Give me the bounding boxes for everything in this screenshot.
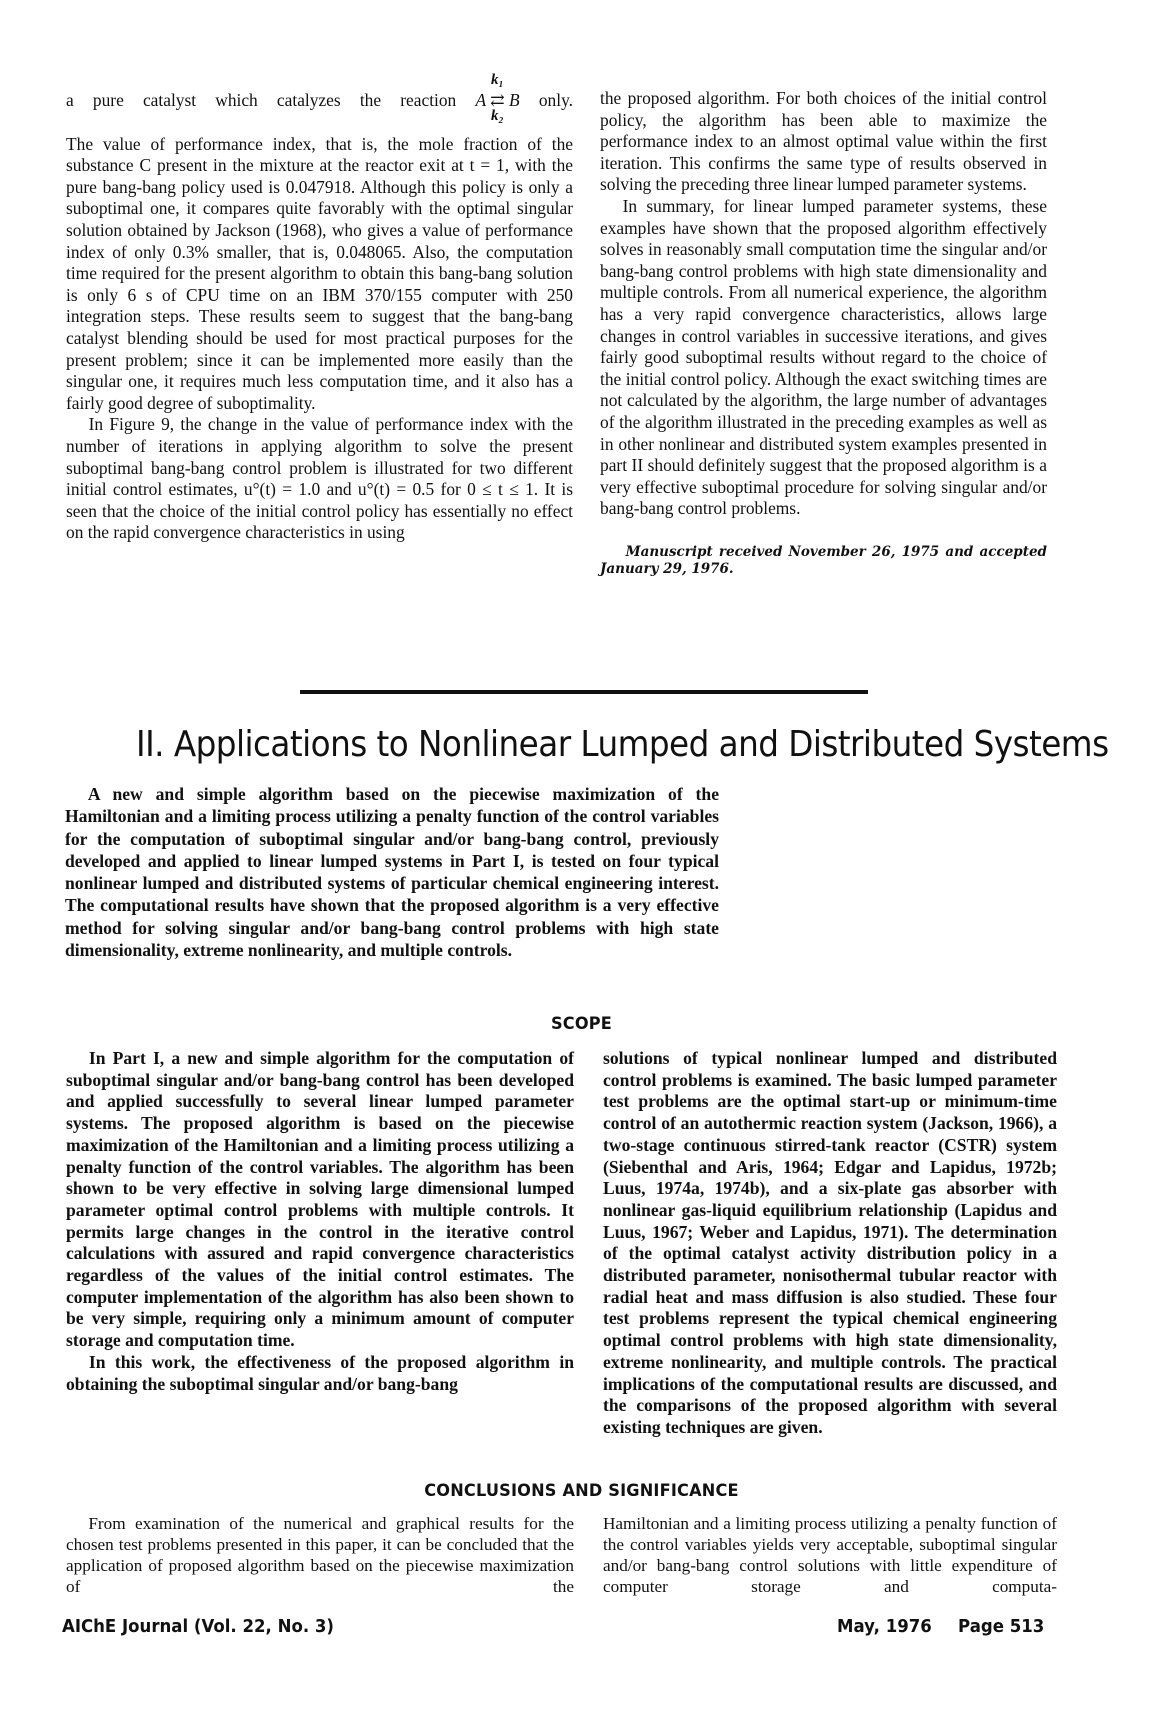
paragraph: Hamiltonian and a limiting process utilizing a penalty function of the control variables yields very acceptable, suboptimal singular and/or bang-bang control solutions with little expenditure of computer storage and computa- [603,1514,1057,1596]
top-right-column [600,88,1047,578]
abstract-text: A new and simple algorithm based on the piecewise maximization of the Hamiltonian and a limiting process utilizing a penalty function of the control variables for the computation of suboptimal singular and/or bang-bang control, previously developed and applied to linear lumped systems in Part I, is tested on four typical nonlinear lumped and distributed systems of particular chemical engineering interest. The computational results have shown that the proposed algorithm is a very effective method for solving singular and/or bang-bang control problems with high state dimensionality, extreme nonlinearity, and multiple controls. [65,784,719,961]
scope-left-column [66,1048,574,1395]
part-two-title: II. Applications to Nonlinear Lumped and Distributed Systems [136,724,1109,765]
reaction-line [66,72,573,124]
manuscript-note: Manuscript received November 26, 1975 and accepted January 29, 1976. [600,543,1047,577]
conclusions-heading: CONCLUSIONS AND SIGNIFICANCE [424,1481,739,1501]
paragraph: The value of performance index, that is, the mole fraction of the substance C present in the mixture at the reactor exit at t = 1, with the pure bang-bang policy used is 0.047918. Although this policy is only a suboptimal one, it compares quite favorably with the optimal singular solution obtained by Jackson (1968), who gives a value of performance index of only 0.3% smaller, that is, 0.048065. Also, the computation time required for the present algorithm to obtain this bang-bang solution is only 6 s of CPU time on an IBM 370/155 computer with 250 integration steps. These results seem to suggest that the bang-bang catalyst blending should be used for most practical purposes for the present problem; since it can be implemented more easily than the singular one, it requires much less computation time, and it also has a fairly good degree of suboptimality. [66,133,573,413]
conclusions-right-column [603,1513,1057,1597]
paragraph: the proposed algorithm. For both choices of the initial control policy, the algorithm has been able to maximize the performance index to an almost optimal value within the first iteration. This confirms the same type of results observed in solving the preceding three linear lumped parameter systems. [600,88,1047,195]
scope-heading: SCOPE [550,1014,613,1034]
paragraph: In Figure 9, the change in the value of performance index with the number of iterations in applying algorithm to solve the present suboptimal bang-bang control problem is illustrated for two different initial control estimates, u°(t) = 1.0 and u°(t) = 0.5 for 0 ≤ t ≤ 1. It is seen that the choice of the initial control policy has essentially no effect on the rapid convergence characteristics in using [66,414,573,543]
reaction-suffix: only. [538,90,573,110]
species-b: B [509,90,520,110]
paragraph: In summary, for linear lumped parameter systems, these examples have shown that the proposed algorithm effectively solves in reasonably small computation time the singular and/or bang-bang control problems with high state dimensionality and multiple controls. From all numerical experience, the algorithm has a very rapid convergence characteristics, allows large changes in control variables in successive iterations, and gives fairly good suboptimal results without regard to the choice of the initial control policy. Although the exact switching times are not calculated by the algorithm, the large number of advantages of the algorithm illustrated in the preceding examples as well as in other nonlinear and distributed system examples presented in part II should definitely suggest that the proposed algorithm is a very effective suboptimal procedure for solving singular and/or bang-bang control problems. [600,195,1047,519]
paragraph: In this work, the effectiveness of the proposed algorithm in obtaining the suboptimal singular and/or bang-bang [66,1351,574,1394]
scope-right-column [603,1048,1057,1439]
paragraph: From examination of the numerical and graphical results for the chosen test problems presented in this paper, it can be concluded that the application of proposed algorithm based on the piecewise maximization of the [66,1514,574,1596]
double-arrow-icon: ⇄ [490,90,505,110]
rate-constant-k1: k₁ [491,72,504,88]
rate-constant-k2: k₂ [491,108,504,124]
paragraph: solutions of typical nonlinear lumped and distributed control problems is examined. The basic lumped parameter test problems are the optimal start-up or minimum-time control of an autothermic reaction system (Jackson, 1966), a two-stage continuous stirred-tank reactor (CSTR) system (Siebenthal and Aris, 1964; Edgar and Lapidus, 1972b; Luus, 1974a, 1974b), and a six-plate gas absorber with nonlinear gas-liquid equilibrium relationship (Lapidus and Luus, 1967; Weber and Lapidus, 1971). The determination of the optimal catalyst activity distribution policy in a distributed parameter, nonisothermal tubular reactor with radial heat and mass diffusion is also studied. These four test problems represent the typical chemical engineering optimal control problems with high state dimensionality, extreme nonlinearity, and multiple controls. The practical implications of the computational results are discussed, and the comparisons of the proposed algorithm with several existing techniques are given. [603,1048,1057,1437]
conclusions-left-column [66,1513,574,1597]
equilibrium-arrow [490,72,505,124]
reaction-equation [475,72,520,124]
footer-page-number: Page 513 [958,1616,1045,1637]
footer-date: May, 1976 [837,1616,932,1637]
top-left-column [66,72,573,544]
abstract [65,783,719,961]
footer-journal: AIChE Journal (Vol. 22, No. 3) [62,1616,334,1637]
section-divider [300,690,868,694]
reaction-text: a pure catalyst which catalyzes the reaction [66,90,457,110]
paragraph: In Part I, a new and simple algorithm for the computation of suboptimal singular and/or bang-bang control has been developed and applied successfully to several linear lumped parameter systems. The proposed algorithm is based on the piecewise maximization of the Hamiltonian and a limiting process utilizing a penalty function of the control variables. The algorithm has been shown to be very effective in solving large dimensional lumped parameter optimal control problems with multiple controls. It permits large changes in the control in the iterative control calculations with assured and rapid convergence characteristics regardless of the values of the initial control estimates. The computer implementation of the algorithm has also been shown to be very simple, requiring only a minimum amount of computer storage and computation time. [66,1048,574,1351]
species-a: A [475,90,486,110]
